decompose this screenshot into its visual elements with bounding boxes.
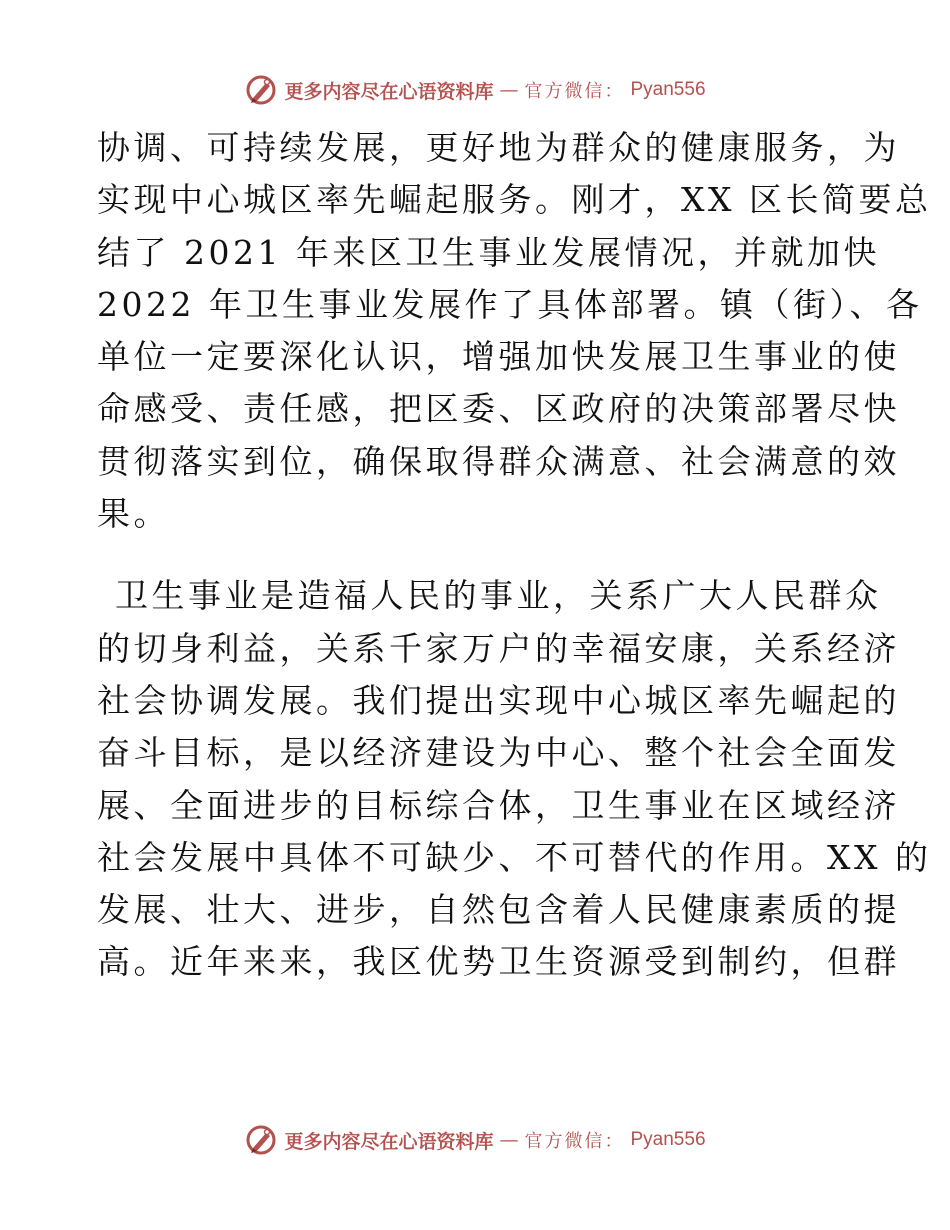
text-line: 果。 [97, 494, 170, 534]
banner-wechat-id: Pyan556 [630, 1129, 706, 1150]
text-line: 展、全面进步的目标综合体，卫生事业在区域经济 [97, 785, 900, 825]
text-line: 社会发展中具体不可缺少、不可替代的作用。XX 的 [97, 837, 932, 877]
banner-separator: — [499, 1129, 519, 1151]
text-line: 社会协调发展。我们提出实现中心城区率先崛起的 [97, 680, 900, 720]
text-line: 发展、壮大、进步，自然包含着人民健康素质的提 [97, 890, 900, 930]
document-body [97, 122, 932, 989]
banner-site-name: 更多内容尽在心语资料库 [284, 80, 494, 103]
footer-banner [0, 1120, 950, 1160]
paragraph-spacer [97, 540, 857, 570]
text-line: 实现中心城区率先崛起服务。刚才，XX 区长简要总 [97, 180, 932, 220]
banner-site-name: 更多内容尽在心语资料库 [284, 1130, 494, 1153]
paragraph-2 [97, 570, 932, 988]
text-line: 2022 年卫生事业发展作了具体部署。镇（街）、各 [97, 284, 923, 324]
text-line: 贯彻落实到位，确保取得群众满意、社会满意的效 [97, 441, 900, 481]
text-line: 高。近年来来，我区优势卫生资源受到制约，但群 [97, 942, 900, 982]
pen-logo-icon [244, 1123, 278, 1157]
banner-wechat-label: 官方微信： [524, 81, 625, 102]
text-line: 单位一定要深化认识，增强加快发展卫生事业的使 [97, 337, 900, 377]
text-line: 命感受、责任感，把区委、区政府的决策部署尽快 [97, 389, 900, 429]
banner-wechat-label: 官方微信： [524, 1131, 625, 1152]
text-line: 卫生事业是造福人民的事业，关系广大人民群众 [115, 576, 882, 616]
pen-logo-icon [244, 73, 278, 107]
banner-separator: — [499, 79, 519, 101]
text-line: 结了 2021 年来区卫生事业发展情况，并就加快 [97, 232, 880, 272]
header-banner [0, 70, 950, 110]
banner-wechat-id: Pyan556 [630, 79, 706, 100]
paragraph-1 [97, 122, 932, 540]
text-line: 的切身利益，关系千家万户的幸福安康，关系经济 [97, 628, 900, 668]
text-line: 奋斗目标，是以经济建设为中心、整个社会全面发 [97, 733, 900, 773]
text-line: 协调、可持续发展，更好地为群众的健康服务，为 [97, 128, 900, 167]
